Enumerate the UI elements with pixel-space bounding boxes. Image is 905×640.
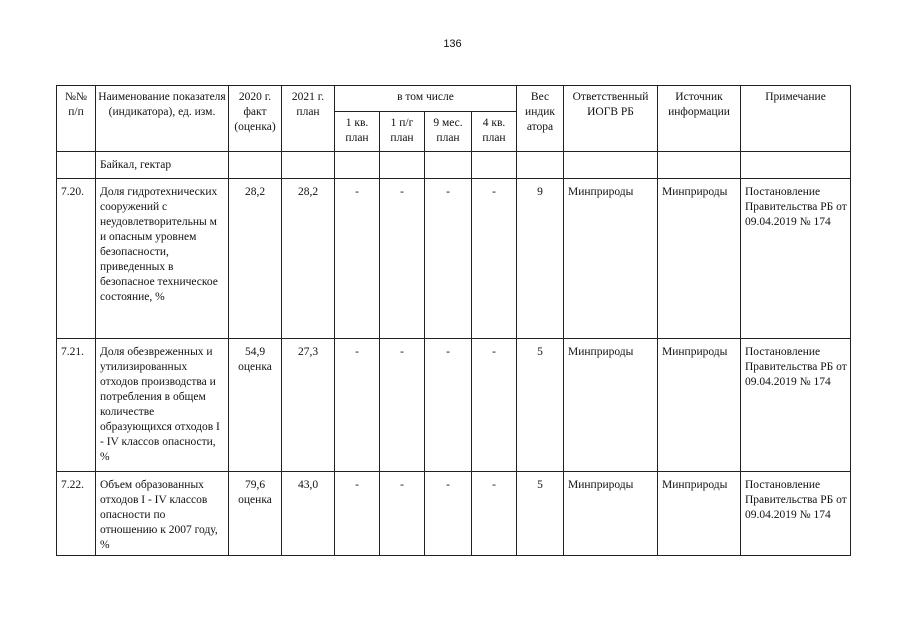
row-q4: - bbox=[472, 179, 517, 339]
row-q4: - bbox=[472, 339, 517, 472]
row-name: Объем образованных отходов I - IV классов опасности по отношению к 2007 году, % bbox=[96, 472, 229, 556]
row-num: 7.22. bbox=[57, 472, 96, 556]
row-fact-2020: 79,6 оценка bbox=[229, 472, 282, 556]
header-h1: 1 п/г план bbox=[380, 112, 425, 152]
header-note: Примечание bbox=[741, 86, 851, 152]
header-num: №№ п/п bbox=[57, 86, 96, 152]
header-name: Наименование показателя (индикатора), ед. изм. bbox=[96, 86, 229, 152]
row-q1: - bbox=[335, 339, 380, 472]
row-note: Постановление Правительства РБ от 09.04.2019 № 174 bbox=[741, 339, 851, 472]
row-weight: 9 bbox=[517, 179, 564, 339]
continuation-row bbox=[57, 152, 851, 179]
table-row bbox=[57, 472, 851, 556]
page-number: 136 bbox=[443, 38, 462, 50]
row-h1: - bbox=[380, 179, 425, 339]
row-plan-2021: 43,0 bbox=[282, 472, 335, 556]
row-h1: - bbox=[380, 472, 425, 556]
indicators-table bbox=[56, 85, 851, 556]
row-fact-2020: 54,9 оценка bbox=[229, 339, 282, 472]
header-q1: 1 кв. план bbox=[335, 112, 380, 152]
row-q1: - bbox=[335, 472, 380, 556]
row-m9: - bbox=[425, 339, 472, 472]
row-q1: - bbox=[335, 179, 380, 339]
header-weight: Вес индик атора bbox=[517, 86, 564, 152]
header-source: Источник информации bbox=[658, 86, 741, 152]
header-q4: 4 кв. план bbox=[472, 112, 517, 152]
header-m9: 9 мес. план bbox=[425, 112, 472, 152]
row-source: Минприроды bbox=[658, 179, 741, 339]
row-responsible: Минприроды bbox=[564, 339, 658, 472]
table-row bbox=[57, 339, 851, 472]
row-plan-2021: 28,2 bbox=[282, 179, 335, 339]
row-name: Доля обезвреженных и утилизированных отходов производства и потребления в общем количестве образующихся отходов I - IV классов опасности, % bbox=[96, 339, 229, 472]
row-responsible: Минприроды bbox=[564, 472, 658, 556]
row-num: 7.20. bbox=[57, 179, 96, 339]
row-num: 7.21. bbox=[57, 339, 96, 472]
row-source: Минприроды bbox=[658, 472, 741, 556]
row-responsible: Минприроды bbox=[564, 179, 658, 339]
row-plan-2021: 27,3 bbox=[282, 339, 335, 472]
continuation-text: Байкал, гектар bbox=[96, 152, 229, 179]
header-responsible: Ответственный ИОГВ РБ bbox=[564, 86, 658, 152]
header-plan-2021: 2021 г. план bbox=[282, 86, 335, 152]
header-fact-2020: 2020 г. факт (оценка) bbox=[229, 86, 282, 152]
row-name: Доля гидротехнических сооружений с неудовлетворительны м и опасным уровнем безопасности, приведенных в безопасное техническое состояние, % bbox=[96, 179, 229, 339]
row-note: Постановление Правительства РБ от 09.04.2019 № 174 bbox=[741, 472, 851, 556]
row-weight: 5 bbox=[517, 339, 564, 472]
row-m9: - bbox=[425, 472, 472, 556]
header-including: в том числе bbox=[335, 86, 517, 112]
row-h1: - bbox=[380, 339, 425, 472]
row-q4: - bbox=[472, 472, 517, 556]
row-weight: 5 bbox=[517, 472, 564, 556]
row-note: Постановление Правительства РБ от 09.04.2019 № 174 bbox=[741, 179, 851, 339]
header-row bbox=[57, 86, 851, 112]
row-source: Минприроды bbox=[658, 339, 741, 472]
row-m9: - bbox=[425, 179, 472, 339]
row-fact-2020: 28,2 bbox=[229, 179, 282, 339]
table-row bbox=[57, 179, 851, 339]
